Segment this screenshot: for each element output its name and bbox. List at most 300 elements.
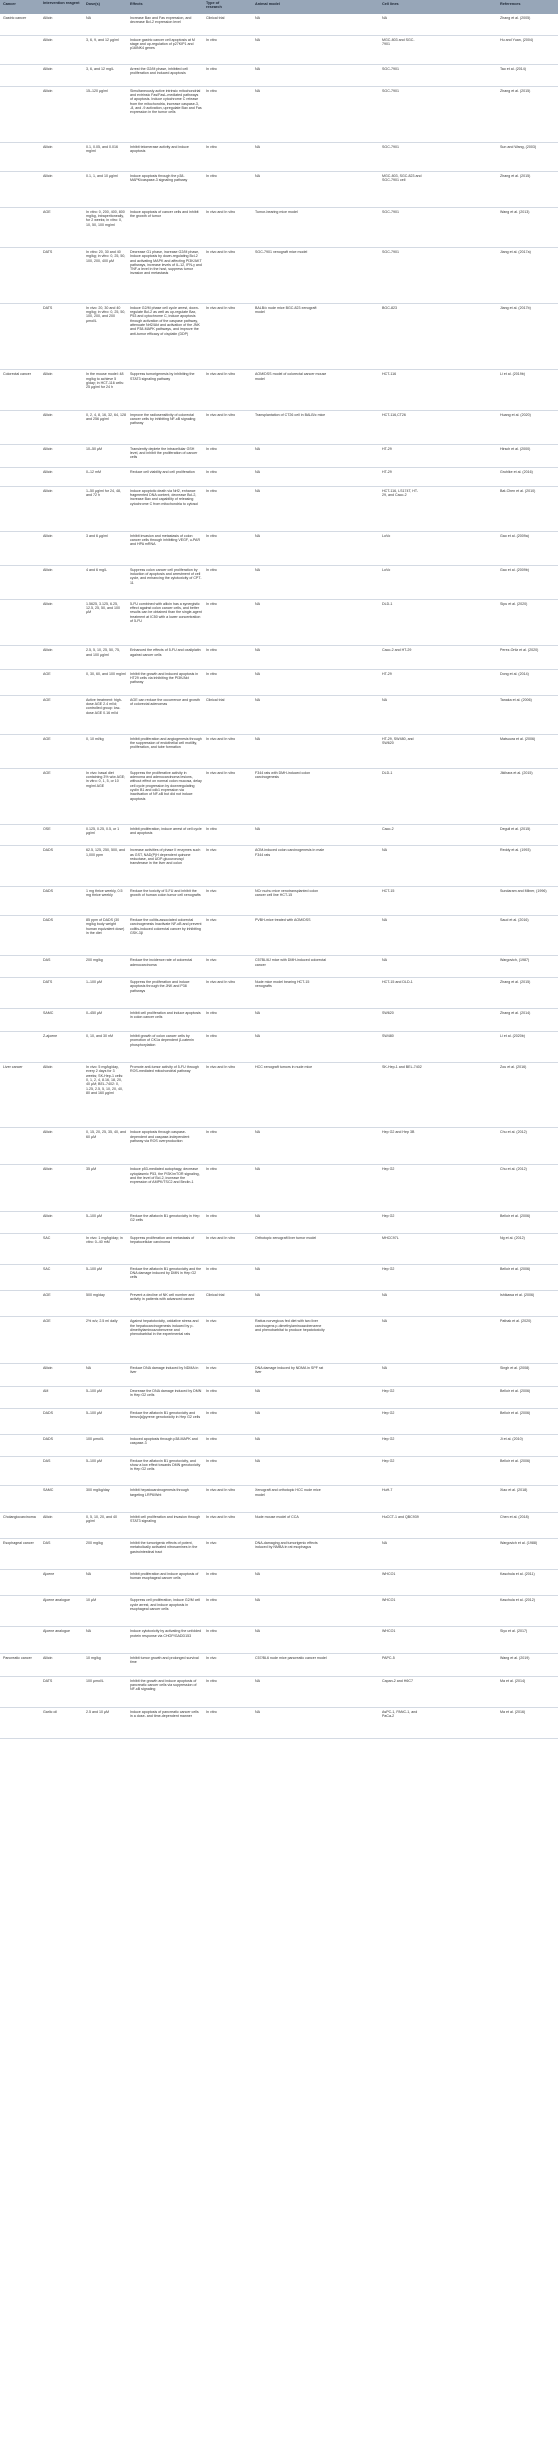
animal-model-cell: NA	[255, 37, 260, 42]
cell-lines-cell: NA	[382, 917, 387, 922]
effects-cell: Reduce the aflatoxin B1 genotoxicity, and show a low effect towards DMN genotoxicity in Hep G2 cells	[130, 1458, 201, 1472]
dose-cell: In the mouse model: 48 mg/kg to achieve 5 g/day; in HCT-116 cells: 25 μg/ml for 24 h	[86, 372, 124, 390]
reagent-cell: Allicin	[43, 648, 53, 653]
reagent-cell: Allicin	[43, 1065, 53, 1070]
research-type-cell: In vitro	[206, 1266, 217, 1271]
research-type-cell: In vivo and In vitro	[206, 770, 236, 775]
research-type-cell: In vitro	[206, 1213, 217, 1218]
reference-cell: Zou et al. (2016)	[500, 1065, 527, 1070]
reagent-cell: AGE	[43, 209, 51, 214]
reagent-cell: Garlic oil	[43, 1709, 57, 1714]
cell-lines-cell: NA	[382, 1292, 387, 1297]
dose-cell: 0.1, 0.05, and 0.016 mg/ml	[86, 144, 118, 153]
research-type-cell: In vivo	[206, 917, 217, 922]
reagent-cell: SAC	[43, 1235, 51, 1240]
effects-cell: Induced apoptosis through p38-MAPK and caspase-3	[130, 1437, 198, 1446]
research-type-cell: In vitro	[206, 1034, 217, 1039]
animal-model-cell: NA	[255, 1458, 260, 1463]
reference-cell: Wargovich, (1987)	[500, 958, 530, 963]
reagent-cell: DAS	[43, 1458, 51, 1463]
animal-model-cell: NA	[255, 1010, 260, 1015]
research-type-cell: In vitro	[206, 37, 217, 42]
reagent-cell: Allicin	[43, 601, 53, 606]
table-row	[0, 532, 558, 566]
effects-cell: Inhibit the growth and induce apoptosis of pancreatic cancer cells via suppression of NF-κB signaling	[130, 1678, 197, 1692]
reagent-cell: Allicin	[43, 1213, 53, 1218]
animal-model-cell: NA	[255, 470, 260, 475]
effects-cell: Inhibit proliferation and angiogenesis through the suppression of endothelial cell motility, proliferation, and tube formation	[130, 736, 202, 750]
table-row	[0, 1128, 558, 1165]
effects-cell: Induce apoptotic death via Nrf2, enhance fragmented DNA content, decrease Bcl-2, increase Bax and capability of releasing cytochrome C from mitochondria to cytosol	[130, 488, 199, 506]
reference-cell: Zhang et al. (2015)	[500, 88, 531, 93]
table-row	[0, 14, 558, 36]
reagent-cell: AGE	[43, 671, 51, 676]
animal-model-cell: C57/BL6 nude mice pancreatic cancer model	[255, 1655, 327, 1660]
animal-model-cell: NA	[255, 1292, 260, 1297]
research-type-cell: In vivo and In vitro	[206, 1235, 236, 1240]
effects-cell: Increase activities of phase II enzymes such as GST, NAD(P)H dependent quinone reductase, and UDP-glucuronosyl transferase in the liver and colon	[130, 848, 201, 866]
reference-cell: Chen et al. (2018)	[500, 1514, 529, 1519]
reference-cell: Belloir et al. (2006)	[500, 1410, 531, 1415]
research-type-cell: Clinical trial	[206, 16, 225, 20]
table-row	[0, 1409, 558, 1435]
dose-cell: 4 and 6 mg/L	[86, 567, 107, 572]
cell-lines-cell: NA	[382, 848, 387, 853]
cell-lines-cell: AsPC-1, PANC-1, and PaCa-2	[382, 1709, 418, 1719]
dose-cell: 10 μM	[86, 1598, 97, 1603]
reference-cell: Deguil et al. (2015)	[500, 826, 531, 831]
cell-lines-cell: HCT-116, LS174T, HT-29, and Caco-2	[382, 488, 419, 497]
cell-lines-cell: SK-Hep-1 and BEL-7402	[382, 1065, 422, 1070]
reagent-cell: Allicin	[43, 412, 53, 417]
table-row	[0, 670, 558, 696]
research-type-cell: In vitro	[206, 826, 217, 831]
dose-cell: NA	[86, 1629, 91, 1634]
effects-cell: 5-FU combined with allicin has a synergistic effect against colon cancer cells, and better results can be obtained than the single-agent treatment at IC50 with a lower concentration of 5-FU	[130, 601, 202, 623]
cell-lines-cell: PAPC-5	[382, 1655, 395, 1660]
animal-model-cell: PVBH-mice treated with AOM/DSS	[255, 917, 311, 922]
animal-model-cell: AOM-induced colon carcinogenesis in male F344 rats	[255, 848, 325, 857]
effects-cell: Prevent a decline of NK cell number and activity in patients with advanced cancer	[130, 1292, 195, 1302]
research-type-cell: In vivo	[206, 888, 217, 893]
reference-cell: Tao et al. (2014)	[500, 67, 526, 72]
cell-lines-cell: HCT-15 and DLD-1	[382, 979, 413, 984]
table-row	[0, 1364, 558, 1387]
reagent-cell: Allicin	[43, 174, 53, 179]
cell-lines-cell: HuH-7	[382, 1488, 393, 1493]
reference-cell: Gruhlke et al. (2016)	[500, 470, 533, 475]
reference-cell: Belloir et al. (2006)	[500, 1213, 531, 1218]
effects-cell: Promote anti-tumor activity of 5-FU through ROS-mediated mitochondrial pathway	[130, 1065, 199, 1074]
effects-cell: Transiently deplete the intracellular GSH level, and inhibit the proliferation of cancer cells	[130, 446, 198, 460]
reference-cell: Zhang et al. (2005)	[500, 16, 531, 20]
effects-cell: Improve the radiosensitivity of colorectal cancer cells by inhibiting NF-κB signaling pathway	[130, 412, 196, 426]
reference-cell: Ishikawa et al. (2006)	[500, 1292, 535, 1297]
dose-cell: 0.1, 1, and 10 μg/ml	[86, 174, 118, 179]
table-row	[0, 1212, 558, 1234]
reagent-cell: AGE	[43, 736, 51, 741]
effects-cell: Against hepatotoxicity, oxidative stress and the hepatocarcinogenesis induced by p-dimethylaminoazobenzene and phenobarbital in the experimental rats	[130, 1319, 199, 1337]
animal-model-cell: NA	[255, 671, 260, 676]
cell-lines-cell: Hep G2	[382, 1437, 395, 1442]
table-row	[0, 956, 558, 978]
dose-cell: 100 μmol/L	[86, 1678, 104, 1683]
effects-cell: Induce gastric cancer cell apoptosis at M stage and up-regulation of p27KIP1 and p16INK4 genes	[130, 37, 195, 51]
table-row	[0, 1009, 558, 1032]
animal-model-cell: Rattus norvegicus fed diet with two liver carcinogens p-dimethylaminoazobenzene and phenobarbital to produce hepatotoxicity	[255, 1319, 325, 1332]
research-type-cell: In vitro	[206, 1130, 217, 1135]
reagent-cell: DATS	[43, 979, 53, 984]
reagent-cell: Ajoene analogue	[43, 1629, 70, 1634]
reagent-cell: DADS	[43, 1410, 53, 1415]
animal-model-cell: NA	[255, 567, 260, 572]
dose-cell: 1 mg thrice weekly, 0.5 mg thrice weekly	[86, 888, 123, 897]
dose-cell: 3, 6, and 12 mg/L	[86, 67, 114, 72]
reference-cell: Hu and Yuan, (2004)	[500, 37, 534, 42]
reagent-cell: AGE	[43, 1319, 51, 1324]
research-type-cell: In vitro	[206, 446, 217, 451]
research-type-cell: In vivo and In vitro	[206, 736, 236, 741]
research-type-cell: In vivo and In vitro	[206, 305, 236, 310]
dose-cell: 100 μmol/L	[86, 1437, 104, 1442]
dose-cell: In vitro: 20, 30 and 40 mg/kg; in vitro: 0, 25, 50, 100, 200, 400 μM	[86, 249, 126, 263]
effects-cell: Inhibit growth of colon cancer cells by promotion of CK1α dependent β-catenin phosphorylation	[130, 1034, 194, 1047]
reagent-cell: Z-ajoene	[43, 1034, 58, 1039]
reference-cell: Siyo et al. (2017)	[500, 1629, 528, 1634]
reference-cell: Sipu et al. (2020)	[500, 601, 528, 606]
research-type-cell: In vitro	[206, 1571, 217, 1576]
effects-cell: Enhanced the effects of 5-FU and oxaliplatin against cancer cells	[130, 648, 201, 657]
header-animal-model: Animal model	[255, 2, 280, 6]
dose-cell: 0, 10 ml/kg	[86, 736, 104, 741]
table-row	[0, 566, 558, 600]
table-row	[0, 696, 558, 735]
research-type-cell: In vivo and In vitro	[206, 979, 236, 984]
reference-cell: Belloir et al. (2006)	[500, 1266, 531, 1271]
header-cell-lines: Cell lines	[382, 2, 399, 6]
animal-model-cell: NA	[255, 1571, 260, 1576]
animal-model-cell: F344 rats with DMH-induced colon carcinogenesis	[255, 770, 311, 780]
dose-cell: 500 mg/day	[86, 1292, 105, 1297]
reagent-cell: DADS	[43, 917, 53, 922]
reagent-cell: Ajoene	[43, 1571, 55, 1576]
cell-lines-cell: Caco-2	[382, 826, 394, 831]
research-type-cell: In vitro	[206, 1410, 217, 1415]
reference-cell: Gao et al. (2009a)	[500, 533, 529, 538]
table-body	[0, 14, 558, 1739]
dose-cell: Active treatment: high-dose AGE 2.4 ml/d; controlled group: low-dose AGE 0.16 ml/d	[86, 697, 122, 715]
dose-cell: In vivo: 1 mg/kg/day; in vitro: 0–40 mM	[86, 1235, 123, 1244]
cell-lines-cell: HCT-116	[382, 372, 397, 377]
table-row	[0, 87, 558, 143]
research-type-cell: In vitro	[206, 648, 217, 653]
cell-lines-cell: HT-29	[382, 470, 392, 475]
reference-cell: Wang et al. (2013)	[500, 209, 530, 214]
table-row	[0, 916, 558, 956]
animal-model-cell: NA	[255, 1410, 260, 1415]
animal-model-cell: NA	[255, 88, 260, 93]
reference-cell: Gao et al. (2009b)	[500, 567, 529, 572]
dose-cell: 200 mg/kg	[86, 1540, 103, 1545]
animal-model-cell: NA	[255, 1389, 260, 1394]
animal-model-cell: Tumor-bearing mice model	[255, 209, 298, 214]
animal-model-cell: NA	[255, 1709, 260, 1714]
dose-cell: 10 mg/kg	[86, 1655, 101, 1660]
animal-model-cell: NA	[255, 601, 260, 606]
reagent-cell: Allicin	[43, 67, 53, 72]
research-type-cell: In vitro	[206, 671, 217, 676]
dose-cell: 2.5, 5, 10, 25, 50, 75, and 100 μg/ml	[86, 648, 120, 657]
reagent-cell: SAMC	[43, 1010, 54, 1015]
reagent-cell: DATS	[43, 305, 53, 310]
effects-cell: Inhibit hepatocarcinogenesis through targeting LRP6/Wnt	[130, 1488, 189, 1497]
table-row	[0, 978, 558, 1009]
dose-cell: In vitro: 0, 200, 400, 800 mg/kg, intraperitoneally, for 2 weeks; in vitro: 0, 10, 50, 100 mg/ml	[86, 209, 125, 227]
reference-cell: Hirsch et al. (2000)	[500, 446, 531, 451]
cell-lines-cell: LoVo	[382, 567, 391, 572]
table-row	[0, 445, 558, 468]
cell-lines-cell: SGC-7901	[382, 249, 399, 254]
cancer-cell: Esophageal cancer	[3, 1540, 34, 1545]
animal-model-cell: HCC xenograft tumors in nude mice	[255, 1065, 313, 1070]
table-row	[0, 646, 558, 669]
header-cancer: Cancer	[3, 2, 16, 6]
reference-cell: Zhang et al. (2015)	[500, 174, 531, 179]
table-row	[0, 1234, 558, 1265]
effects-cell: Simultaneously active intrinsic mitochondrial and extrinsic Fas/FasL-mediated pathways of apoptosis. Induce cytochrome C release from the mitochondria, increase caspase-3, -8, and -9 activation, upregulate Bax and Fas expression in the tumor cells	[130, 88, 202, 115]
cell-lines-cell: MGC-803, SGC-823 and SGC-7901 cell	[382, 174, 422, 183]
cell-lines-cell: HCT-116,CT26	[382, 412, 406, 417]
research-type-cell: In vivo and In vitro	[206, 1514, 236, 1519]
table-row	[0, 248, 558, 304]
cell-lines-cell: NA	[382, 697, 387, 702]
research-type-cell: In vitro	[206, 1629, 217, 1634]
dose-cell: 5–100 μM	[86, 1458, 103, 1463]
reference-cell: Wang et al. (2019)	[500, 1655, 530, 1660]
research-type-cell: In vitro	[206, 144, 217, 149]
reference-cell: Kaschula et al. (2012)	[500, 1598, 535, 1603]
cell-lines-cell: Hep G2	[382, 1389, 395, 1394]
reagent-cell: DAS	[43, 1540, 51, 1545]
effects-cell: Inhibit proliferation, induce arrest of cell cycle and apoptosis	[130, 826, 202, 835]
table-row	[0, 1570, 558, 1596]
reference-cell: Perez-Ortiz et al. (2020)	[500, 648, 539, 653]
research-type-cell: In vitro	[206, 1598, 217, 1603]
research-type-cell: In vitro	[206, 1458, 217, 1463]
research-type-cell: Clinical trial	[206, 1292, 225, 1297]
research-type-cell: In vitro	[206, 1709, 217, 1714]
research-type-cell: In vitro	[206, 567, 217, 572]
reagent-cell: Allicin	[43, 567, 53, 572]
research-type-cell: In vivo and In vitro	[206, 372, 236, 377]
dose-cell: 1.5625, 3.125, 6.25, 12.5, 25, 50, and 100 μM	[86, 601, 120, 615]
dose-cell: In vivo: basal diet containing 3% w/w AGE; in vitro: 0, 1, 5, or 10 mg/ml AGE	[86, 770, 126, 788]
effects-cell: AGE can reduce the occurrence and growth of colorectal adenomas	[130, 697, 200, 707]
research-type-cell: In vitro	[206, 1010, 217, 1015]
reference-cell: Kaschula et al. (2011)	[500, 1571, 535, 1576]
cell-lines-cell: WHCO1	[382, 1598, 396, 1603]
reagent-cell: Allicin	[43, 1130, 53, 1135]
cell-lines-cell: NA	[382, 16, 387, 20]
effects-cell: Reduce cell viability and cell proliferation	[130, 470, 195, 475]
animal-model-cell: SGC-7901 xenograft mice model	[255, 249, 308, 254]
effects-cell: Inhibit invasion and metastasis of colon cancer cells through inhibiting VEGF, u-PAR and HPA mRNA	[130, 533, 201, 547]
cell-lines-cell: HT-29, SW480, and SW620	[382, 736, 414, 745]
reagent-cell: Allicin	[43, 1514, 53, 1519]
effects-cell: Reduce the aflatoxin B1 genotoxicity in Hep G2 cells	[130, 1213, 200, 1223]
reference-cell: Sun and Wang, (2003)	[500, 144, 537, 149]
dose-cell: 300 mg/kg/day	[86, 1488, 110, 1493]
table-row	[0, 1486, 558, 1512]
reagent-cell: Allicin	[43, 1655, 53, 1660]
research-type-cell: In vivo	[206, 848, 217, 853]
cell-lines-cell: Hep G2	[382, 1167, 395, 1172]
research-type-cell: In vitro	[206, 1167, 217, 1172]
table-row	[0, 1457, 558, 1486]
research-type-cell: In vivo	[206, 1655, 217, 1660]
reagent-cell: AGE	[43, 770, 51, 775]
reagent-cell: DADS	[43, 848, 53, 853]
cell-lines-cell: DLD-1	[382, 770, 393, 775]
dose-cell: 3 and 6 μg/ml	[86, 533, 108, 538]
table-row	[0, 1627, 558, 1653]
effects-cell: Decrease the DNA damage induced by DMN in Hep G2 cells	[130, 1389, 202, 1398]
reference-cell: Pathak et al. (2020)	[500, 1319, 532, 1324]
animal-model-cell: NA	[255, 697, 260, 702]
cell-lines-cell: MHCC97L	[382, 1235, 399, 1240]
cancer-cell: Cholangiocarcinoma	[3, 1514, 36, 1519]
research-type-cell: In vitro	[206, 601, 217, 606]
reference-cell: Jiang et al. (2017b)	[500, 305, 531, 310]
effects-cell: Induce apoptosis of pancreatic cancer cells in a dose- and time-dependent manner	[130, 1709, 199, 1719]
reference-cell: Zhang et al. (2015)	[500, 979, 531, 984]
dose-cell: 1–50 μg/ml for 24, 48, and 72 h	[86, 488, 122, 497]
table-row	[0, 769, 558, 825]
animal-model-cell: NA	[255, 446, 260, 451]
cell-lines-cell: WHCO1	[382, 1629, 396, 1634]
animal-model-cell: NA	[255, 1629, 260, 1634]
cell-lines-cell: HT-29	[382, 671, 392, 676]
reference-cell: Singh et al. (2008)	[500, 1365, 530, 1370]
animal-model-cell: NA	[255, 1130, 260, 1135]
animal-model-cell: Xenograft and orthotopic HCC nude mice model	[255, 1488, 321, 1497]
research-type-cell: In vitro	[206, 488, 217, 493]
dose-cell: In vivo: 20, 30 and 40 mg/kg; in vitro: 0, 25, 50, 100, 200, and 200 μmol/L	[86, 305, 126, 323]
cell-lines-cell: NA	[382, 1540, 387, 1545]
cell-lines-cell: Hep G2 and Hep 3B	[382, 1130, 415, 1135]
reference-cell: Ma et al. (2016)	[500, 1709, 526, 1714]
effects-cell: Suppress colon cancer cell proliferation by induction of apoptosis and arrestment of cell cycle, and enhancing the cytotoxicity of CPT-11	[130, 567, 202, 585]
reagent-cell: Allicin	[43, 16, 53, 20]
cell-lines-cell: LoVo	[382, 533, 391, 538]
table-header	[0, 0, 558, 14]
table-row	[0, 1291, 558, 1317]
table-row	[0, 1708, 558, 1739]
dose-cell: 0–450 μM	[86, 1010, 103, 1015]
reference-cell: Zhang et al. (2014)	[500, 1010, 531, 1015]
research-type-cell: In vitro	[206, 1389, 217, 1394]
reagent-cell: DAS	[43, 958, 51, 963]
reagent-cell: Ajoene analogue	[43, 1598, 70, 1603]
table-row	[0, 370, 558, 410]
research-type-cell: In vivo and In vitro	[206, 209, 236, 214]
reagent-cell: SAC	[43, 1266, 51, 1271]
table-row	[0, 1265, 558, 1291]
effects-cell: Induce apoptosis through caspase-dependent and caspase-independent pathway via ROS overproduction	[130, 1130, 190, 1143]
table-row	[0, 304, 558, 371]
effects-cell: Inhibit cell proliferation and invasion through STAT3 signaling	[130, 1514, 201, 1523]
research-type-cell: In vivo	[206, 1540, 217, 1545]
cell-lines-cell: Hep G2	[382, 1410, 395, 1415]
reference-cell: Huang et al. (2020)	[500, 412, 531, 417]
dose-cell: 200 mg/kg	[86, 958, 103, 963]
effects-cell: Arrest the G2/M phase, inhibited cell proliferation and induced apoptosis	[130, 67, 188, 76]
research-type-cell: Clinical trial	[206, 697, 225, 702]
table-row	[0, 1539, 558, 1570]
effects-cell: Induce cytotoxicity by activating the unfolded protein response via CHOP/GADD153	[130, 1629, 202, 1638]
table-row	[0, 846, 558, 886]
effects-cell: Induce G2/M phase cell cycle arrest, down-regulate Bcl-2 as well as up-regulate Bax, P53 and cytochrome C, induce apoptosis through activation of the caspase pathway, attenuate Nrf2/Akt and activation of the JNK and P38-MAPK pathways, and improve the anti-tumor efficacy of cisplatin (DDP)	[130, 305, 200, 336]
effects-cell: Suppress tumorigenesis by inhibiting the STAT3 signaling pathway	[130, 372, 195, 381]
dose-cell: NA	[86, 1365, 91, 1370]
cell-lines-cell: NA	[382, 1365, 387, 1370]
table-row	[0, 600, 558, 647]
animal-model-cell: NA	[255, 144, 260, 149]
dose-cell: NA	[86, 16, 91, 20]
cell-lines-cell: Caco-2 and HT-29	[382, 648, 412, 653]
table-row	[0, 487, 558, 532]
effects-cell: Inhibit proliferation and induce apoptosis of human esophageal cancer cells	[130, 1571, 199, 1581]
table-row	[0, 825, 558, 847]
reference-cell: Li et al. (2019b)	[500, 372, 525, 377]
research-type-cell: In vitro	[206, 174, 217, 179]
research-type-cell: In vitro	[206, 88, 217, 93]
dose-cell: 85 ppm of DADS (30 mg/kg body weight human equivalent dose) in the diet	[86, 917, 125, 935]
dose-cell: 0, 5, 10, 20, and 40 μg/ml	[86, 1514, 117, 1523]
effects-cell: Decrease G1 phase, increase G2/M phase, Induce apoptosis by down-regulating Bcl-2 and activating MAPK and affecting PI3K/AKT pathways, increase levels of IL-12, IFN-γ and TNF-α level in the host, suppress tumor invasion and metastasis	[130, 249, 202, 276]
effects-cell: Reduce the colitis-associated colorectal carcinogenesis Inactivate NF-κB and prevent colitis-induced colorectal cancer by inhibiting GSK-3β	[130, 917, 202, 935]
cell-lines-cell: SGC-7901	[382, 144, 399, 149]
reference-cell: Chu et al. (2012)	[500, 1167, 527, 1172]
table-row	[0, 1165, 558, 1212]
header-references: References	[500, 2, 521, 6]
reference-cell: Sundaram and Milner, (1996)	[500, 888, 547, 893]
reference-cell: Belloir et al. (2006)	[500, 1458, 531, 1463]
research-type-cell: In vivo and In vitro	[206, 412, 236, 417]
cell-lines-cell: BGC-823	[382, 305, 397, 310]
reagent-cell: DATS	[43, 1678, 53, 1683]
effects-cell: Reduce the toxicity of 5-FU and inhibit the growth of human colon tumor cell xenografts	[130, 888, 201, 897]
animal-model-cell: NA	[255, 1213, 260, 1218]
animal-model-cell: DNA damage induced by NDMA in SPF rat liver	[255, 1365, 324, 1375]
effects-cell: Inhibit cell proliferation and induce apoptosis in colon cancer cells	[130, 1010, 201, 1020]
header-type-of-research: Type of research	[206, 1, 222, 10]
dose-cell: 0–12 mM	[86, 470, 101, 475]
reagent-cell: AGE	[43, 697, 51, 702]
effects-cell: Reduce the aflatoxin B1 genotoxicity and benzo[a]pyrene genotoxicity in Hep G2 cells	[130, 1410, 201, 1420]
reference-cell: Reddy et al. (1993)	[500, 848, 531, 853]
reference-cell: Li et al. (2020b)	[500, 1034, 525, 1039]
research-type-cell: In vivo and In vitro	[206, 1065, 236, 1070]
animal-model-cell: Nude mouse model of CCA	[255, 1514, 299, 1519]
table-row	[0, 1654, 558, 1677]
animal-model-cell: AOM/DSS model of colorectal cancer mouse model	[255, 372, 327, 381]
cell-lines-cell: SW480	[382, 1034, 394, 1039]
reagent-cell: Allicin	[43, 470, 53, 475]
effects-cell: Reduce the aflatoxin B1 genotoxicity and the DNA damage induced by DMN in Hep G2 cells	[130, 1266, 202, 1280]
animal-model-cell: BALB/c nude mice BGC-823 xenograft model	[255, 305, 317, 315]
effects-cell: Suppress cell proliferation, induce G2/M cell cycle arrest, and induce apoptosis in esophageal cancer cells	[130, 1598, 201, 1611]
